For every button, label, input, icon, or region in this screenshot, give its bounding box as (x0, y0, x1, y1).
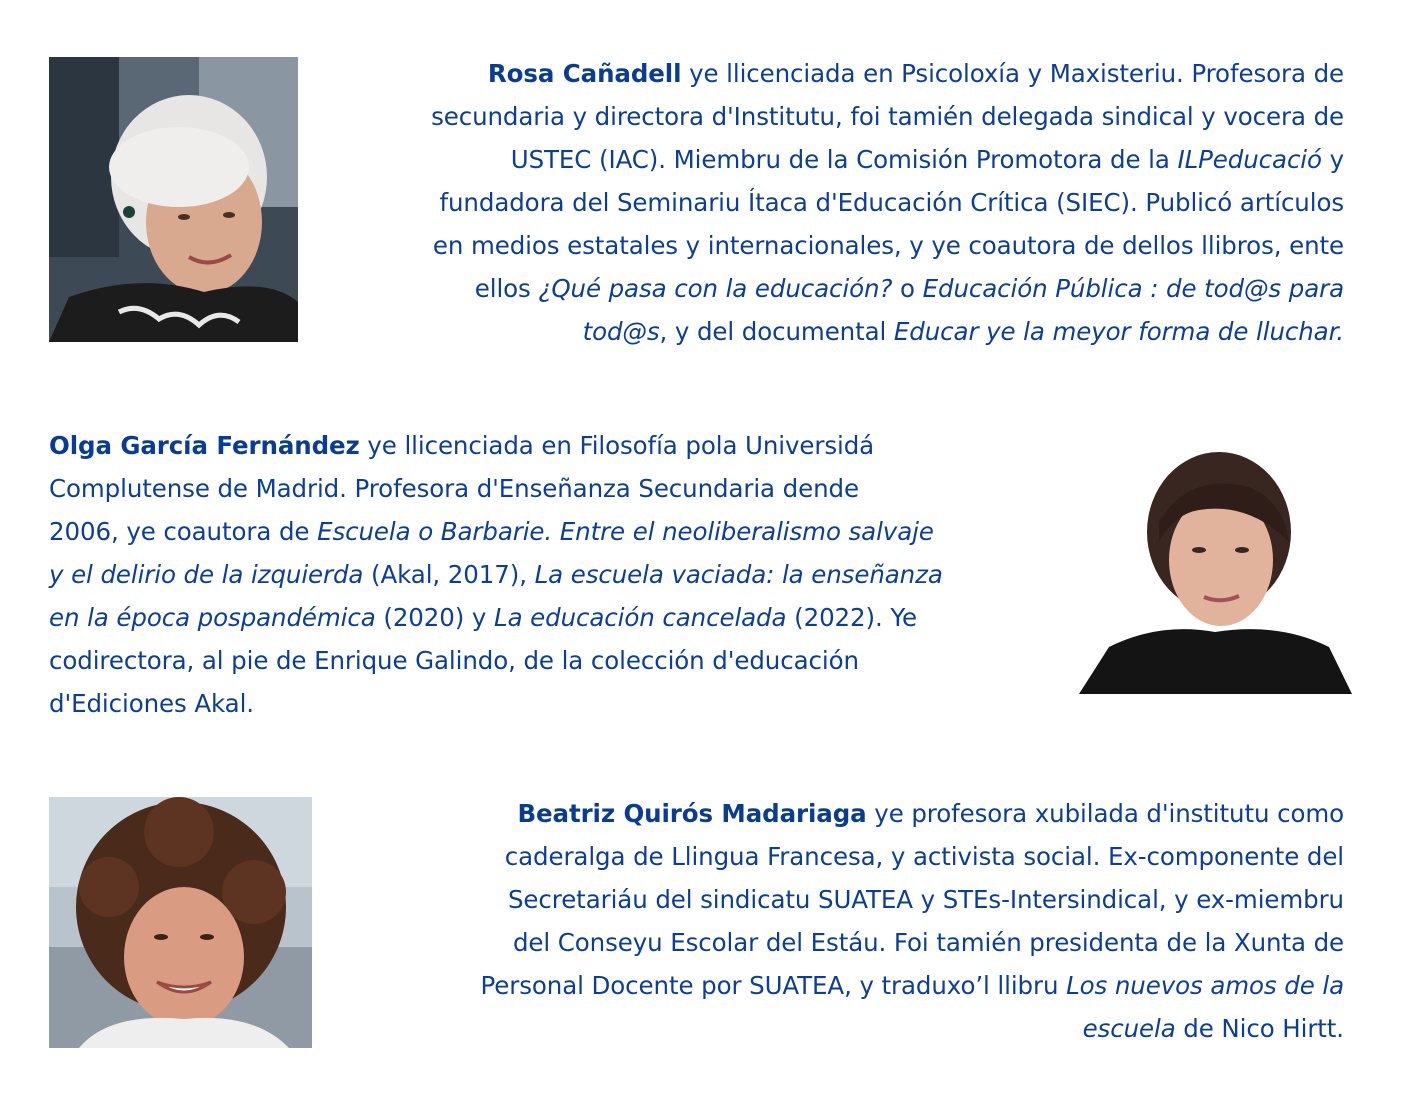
bio-line (431, 224, 1344, 267)
initiative-title: ILPeducació (1177, 145, 1322, 174)
book-title: La educación cancelada (494, 603, 787, 632)
bio-line (480, 835, 1344, 878)
bio-text: (2022). Ye (786, 603, 917, 632)
bio-text: (2020) y (375, 603, 495, 632)
book-title: Escuela o Barbarie. Entre el neoliberalismo salvaje (317, 517, 934, 546)
olga-garcia-name: Olga García Fernández (49, 431, 360, 460)
bio-text: fundadora del Seminariu Ítaca d'Educación Crítica (SIEC). Publicó artículos (439, 188, 1344, 217)
bio-line (480, 964, 1344, 1007)
bio-text: en medios estatales y internacionales, y ye coautora de dellos llibros, ente (432, 231, 1344, 260)
bio-line (431, 138, 1344, 181)
bio-line (49, 596, 943, 639)
book-title: tod@s (582, 317, 660, 346)
bio-text: secundaria y directora d'Institutu, foi tamién delegada sindical y vocera de (431, 102, 1344, 131)
book-title: ¿Qué pasa con la educación? (538, 274, 893, 303)
bio-text: o (892, 274, 923, 303)
rosa-canadell-photo (49, 57, 298, 342)
book-title: La escuela vaciada: la enseñanza (534, 560, 943, 589)
bio-line (431, 181, 1344, 224)
bio-text: (Akal, 2017), (363, 560, 535, 589)
bio-line (431, 52, 1344, 95)
bio-line (49, 467, 943, 510)
book-title: y el delirio de la izquierda (49, 560, 364, 589)
bio-line (49, 553, 943, 596)
bio-text: Secretariáu del sindicatu SUATEA y STEs-Intersindical, y ex-miembru (507, 885, 1344, 914)
bio-text: ye profesora xubilada d'institutu como (866, 799, 1344, 828)
rosa-canadell-name: Rosa Cañadell (487, 59, 682, 88)
bio-text: Complutense de Madrid. Profesora d'Enseñanza Secundaria dende (49, 474, 859, 503)
bio-line (480, 792, 1344, 835)
bio-text: USTEC (IAC). Miembru de la Comisión Promotora de la (510, 145, 1178, 174)
bio-line (431, 95, 1344, 138)
bio-text: codirectora, al pie de Enrique Galindo, de la colección d'educación (49, 646, 859, 675)
book-title: escuela (1082, 1014, 1176, 1043)
bio-text: Personal Docente por SUATEA, y traduxo’l llibru (480, 971, 1067, 1000)
bio-line (49, 424, 943, 467)
bio-text: y (1321, 145, 1344, 174)
olga-garcia-photo (1079, 432, 1352, 694)
book-title: Los nuevos amos de la (1066, 971, 1344, 1000)
bio-line (49, 510, 943, 553)
beatriz-quiros-photo (49, 797, 312, 1048)
bio-text: del Conseyu Escolar del Estáu. Foi tamién presidenta de la Xunta de (512, 928, 1344, 957)
book-title: Educación Pública : de tod@s para (922, 274, 1344, 303)
bio-text: caderalga de Llingua Francesa, y activista social. Ex-componente del (504, 842, 1344, 871)
book-title: en la época pospandémica (49, 603, 376, 632)
bio-text: 2006, ye coautora de (49, 517, 318, 546)
bio-text: ellos (474, 274, 539, 303)
documentary-title: Educar ye la meyor forma de lluchar. (893, 317, 1344, 346)
bio-line (49, 682, 943, 725)
bio-line (480, 921, 1344, 964)
bio-line (480, 878, 1344, 921)
olga-garcia-bio (49, 424, 943, 725)
bio-text: , y del documental (659, 317, 894, 346)
bio-line (431, 267, 1344, 310)
beatriz-quiros-bio (480, 792, 1344, 1050)
bio-line (431, 310, 1344, 353)
beatriz-quiros-name: Beatriz Quirós Madariaga (517, 799, 867, 828)
bio-text: ye llicenciada en Psicoloxía y Maxisteriu. Profesora de (681, 59, 1344, 88)
bio-line (480, 1007, 1344, 1050)
bio-text: de Nico Hirtt. (1175, 1014, 1344, 1043)
bio-line (49, 639, 943, 682)
rosa-canadell-bio (431, 52, 1344, 353)
bio-text: ye llicenciada en Filosofía pola Universidá (359, 431, 875, 460)
bio-text: d'Ediciones Akal. (49, 689, 254, 718)
